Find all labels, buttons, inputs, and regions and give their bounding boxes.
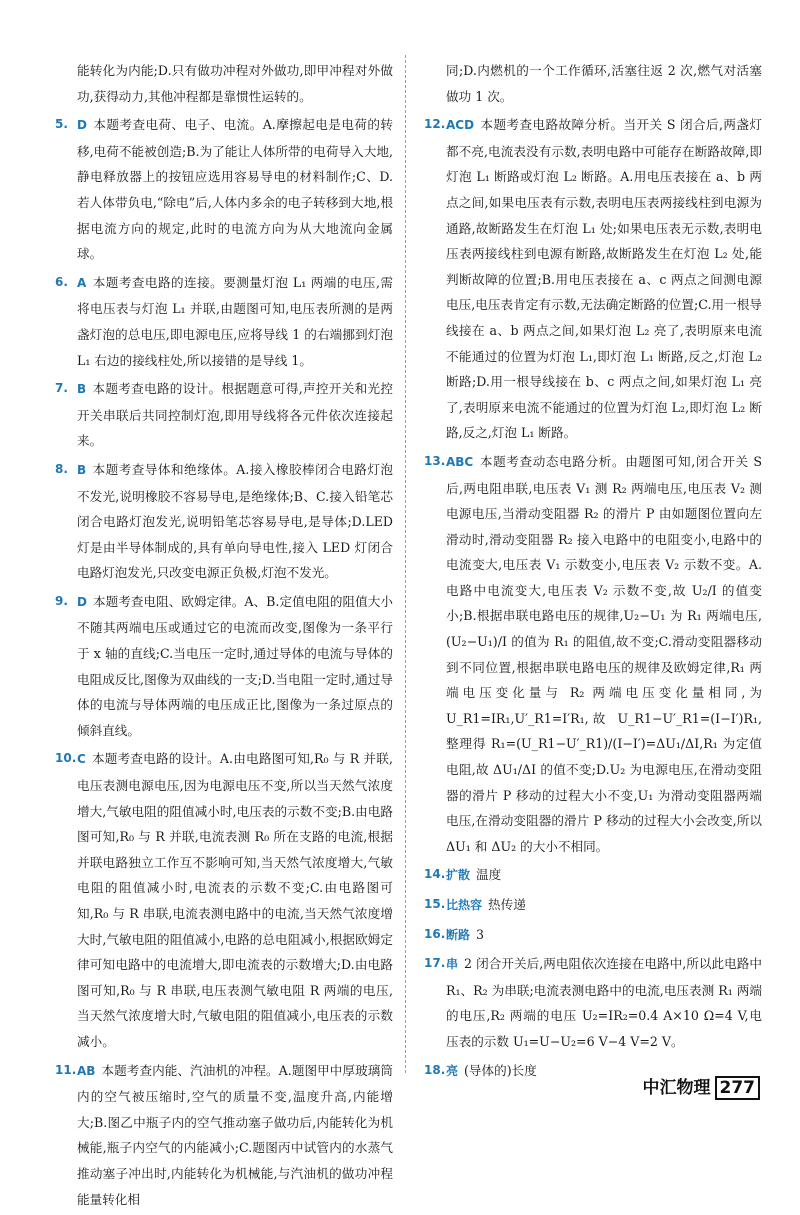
answer-key: D [77,118,87,133]
explanation-text: 本题考查导体和绝缘体。A.接入橡胶棒闭合电路灯泡不发光,说明橡胶不容易导电,是绝缘体;B、C.接入铅笔芯闭合电路灯泡发光,说明铅笔芯容易导电,是导体;D.LED 灯是由半导体制成的,具有单向导电性,接入 LED 灯闭合电路灯泡发光,只改变电源正负极,灯泡不发光。 [77,461,393,581]
answer-entry [424,951,762,1054]
answer-key: C [77,752,86,767]
answer-key: ABC [446,454,474,469]
explanation-text: 热传递 [488,897,526,912]
answer-entry [424,112,762,446]
answer-key: 比热容 [446,898,483,912]
page-footer [643,1073,761,1098]
question-number: 13. [424,453,446,468]
right-column [424,58,762,1087]
question-number: 14. [424,867,446,882]
answer-key: B [77,462,87,477]
answer-key: A [77,275,87,290]
answer-key: 扩散 [446,868,471,883]
answer-entry [424,449,762,860]
answer-list [55,112,393,1212]
explanation-text: (导体的)长度 [464,1062,537,1078]
answer-entry [55,270,393,373]
answer-entry [55,112,393,267]
answer-entry [424,862,762,889]
subject-label: 中汇物理 [642,1078,711,1098]
question-number: 15. [424,897,446,911]
column-divider [405,55,406,1073]
question-number: 10. [55,751,77,766]
answer-key: 亮 [446,1063,459,1078]
question-number: 5. [55,117,68,132]
page-number: 277 [715,1076,761,1100]
answer-key: ACD [446,118,475,133]
question-number: 6. [55,274,68,289]
answer-entry [55,589,393,744]
explanation-text: 3 [476,926,485,942]
left-column [55,58,393,1215]
question-number: 12. [424,117,446,132]
answer-entry [424,892,762,919]
explanation-text: 本题考查动态电路分析。由题图可知,闭合开关 S 后,两电阻串联,电压表 V₁ 测 R₂ 两端电压,电压表 V₂ 测电源电压,当滑动变阻器 R₂ 的滑片 P 由如题图位置向左滑动时,滑动变阻器 R₂ 接入电路中的电阻变小,电路中的电流变大,电压表 V₁ 示数变小,电压表 V₂ 示数不变。A.电路中电流变大,电压表 V₂ 示数不变,故 U₂/I 的值变小;B.根据串联电路电压的规律,U₂−U₁ 为 R₁ 两端电压,(U₂−U₁)/I 的值为 R₁ 的阻值,故不变;C.滑动变阻器移动到不同位置,根据串联电路电压的规律及欧姆定律,R₁ 两端电压变化量与 R₂ 两端电压变化量相同,为 U_R1=IR₁,U′_R1=I′R₁,故 U_R1−U′_R1=(I−I′)R₁,整理得 R₁=(U_R1−U′_R1)/(I−I′)=ΔU₁/ΔI,R₁ 为定值电阻,故 ΔU₁/ΔI 的值不变;D.U₂ 为电源电压,在滑动变阻器的滑片 P 移动的过程大小不变,U₁ 为滑动变阻器两端电压,在滑动变阻器的滑片 P 移动的过程大小会改变,所以 ΔU₁ 和 ΔU₂ 的大小不相同。 [446,453,762,854]
explanation-text: 本题考查电路的设计。根据题意可得,声控开关和光控开关串联后共同控制灯泡,即用导线将各元件依次连接起来。 [77,381,393,449]
continued-text: 能转化为内能;D.只有做功冲程对外做功,即甲冲程对外做功,获得动力,其他冲程都是靠惯性运转的。 [77,63,393,104]
answer-entry [55,1058,393,1213]
answer-key: AB [77,1063,96,1078]
explanation-text: 本题考查电路的设计。A.由电路图可知,R₀ 与 R 并联,电压表测电源电压,因为电源电压不变,所以当天然气浓度增大,气敏电阻的阻值减小时,电压表的示数不变;B.由电路图可知,R₀ 与 R 并联,电流表测 R₀ 所在支路的电流,根据并联电路独立工作互不影响可知,当天然气浓度增大,气敏电阻的阻值减小时,电流表的示数不变;C.由电路图可知,R₀ 与 R 串联,电流表测电路中的电流,当天然气浓度增大时,气敏电阻的阻值减小,电路的总电阻减小,根据欧姆定律可知电路中的电流增大,即电流表的示数增大;D.由电路图可知,R₀ 与 R 串联,电压表测气敏电阻 R 两端的电压,当天然气浓度增大时,气敏电阻的阻值减小,电压表的示数减小。 [77,751,393,1049]
answer-key: D [77,594,87,609]
explanation-text: 本题考查电路故障分析。当开关 S 闭合后,两盏灯都不亮,电流表没有示数,表明电路中可能存在断路故障,即灯泡 L₁ 断路或灯泡 L₂ 断路。A.用电压表接在 a、b 两点之间,如果电压表有示数,表明电压表两接线柱到电源为通路,故断路发生在灯泡 L₁ 处;如果电压表无示数,表明电压表两接线柱到电源有断路,故断路发生在灯泡 L₂ 处,能判断故障的位置;B.用电压表接在 a、c 两点之间测电源电压,电压表肯定有示数,无法确定断路的位置;C.用一根导线接在 a、b 两点之间,如果灯泡 L₂ 亮了,表明原来电流不能通过的位置为灯泡 L₁,即灯泡 L₁ 断路,反之,灯泡 L₂ 断路;D.用一根导线接在 b、c 两点之间,如果灯泡 L₁ 亮了,表明原来电流不能通过的位置为灯泡 L₂,即灯泡 L₂ 断路,反之,灯泡 L₁ 断路。 [446,117,762,441]
continued-text: 同;D.内燃机的一个工作循环,活塞往返 2 次,燃气对活塞做功 1 次。 [446,63,762,104]
explanation-text: 温度 [476,867,502,883]
answer-key: 断路 [446,927,471,942]
explanation-text: 本题考查电阻、欧姆定律。A、B.定值电阻的阻值大小不随其两端电压或通过它的电流而改变,图像为一条平行于 x 轴的直线;C.当电压一定时,通过导体的电流与导体的电阻成反比,图像为双曲线的一支;D.当电阻一定时,通过导体的电流与导体两端的电压成正比,图像为一条过原点的倾斜直线。 [77,593,393,738]
question-number: 17. [424,956,446,971]
question-number: 7. [55,381,68,396]
answer-entry [55,376,393,454]
explanation-text: 本题考查电荷、电子、电流。A.摩擦起电是电荷的转移,电荷不能被创造;B.为了能让人体所带的电荷导入大地,静电释放器上的按钮应选用容易导电的材料制作;C、D.若人体带负电,“除电”后,人体内多余的电子转移到大地,根据电流方向的规定,此时的电流方向为从大地流向金属球。 [77,117,393,262]
explanation-text: 本题考查内能、汽油机的冲程。A.题图甲中厚玻璃筒内的空气被压缩时,空气的质量不变,温度升高,内能增大;B.图乙中瓶子内的空气推动塞子做功后,内能转化为机械能,瓶子内空气的内能减小;C.题图丙中试管内的水蒸气推动塞子冲出时,内能转化为机械能,与汽油机的做功冲程能量转化相 [77,1062,393,1207]
answer-list [424,112,762,1084]
question-number: 9. [55,593,68,608]
explanation-text: 本题考查电路的连接。要测量灯泡 L₁ 两端的电压,需将电压表与灯泡 L₁ 并联,由题图可知,电压表所测的是两盏灯泡的总电压,即电源电压,应将导线 1 的右端挪到灯泡 L₁ 右边的接线柱处,所以接错的是导线 1。 [77,274,393,368]
explanation-text: 2 闭合开关后,两电阻依次连接在电路中,所以此电路中 R₁、R₂ 为串联;电流表测电路中的电流,电压表测 R₁ 两端的电压,R₂ 两端的电压 U₂=IR₂=0.4 A×10 Ω=4 V,电压表的示数 U₁=U−U₂=6 V−4 V=2 V。 [446,956,762,1049]
answer-entry [55,457,393,586]
question-number: 16. [424,926,446,941]
answer-entry [424,922,762,949]
question-number: 8. [55,461,68,476]
question-number: 18. [424,1062,446,1077]
answer-entry [55,746,393,1054]
answer-key: 串 [446,957,459,972]
question-number: 11. [55,1062,77,1077]
answer-key: B [77,382,87,397]
